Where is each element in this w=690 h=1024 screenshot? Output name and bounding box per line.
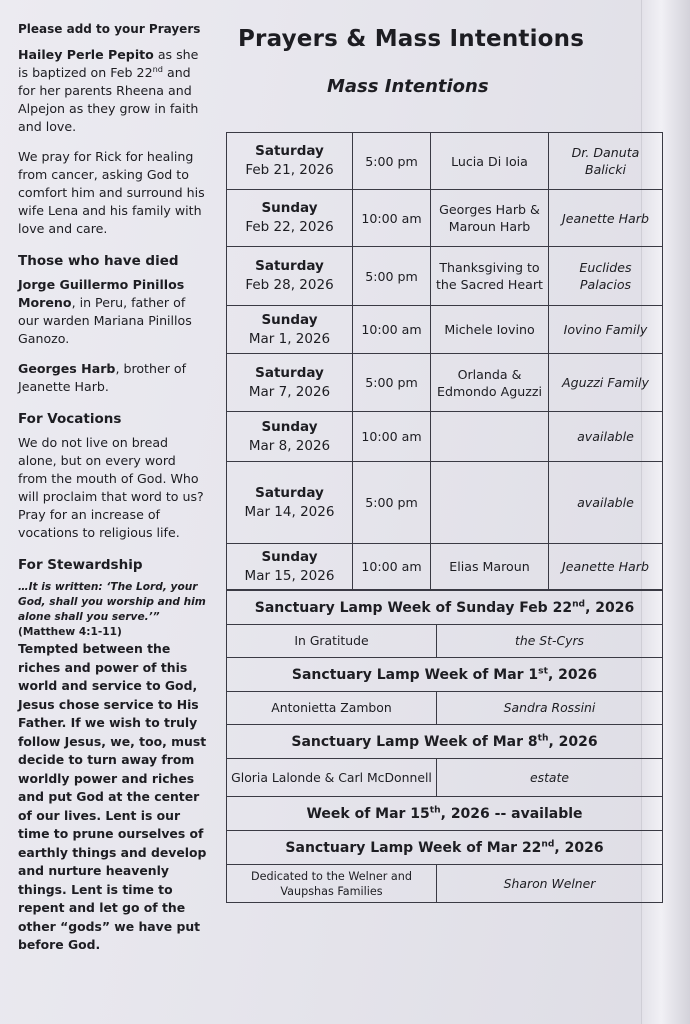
vocations-text: We do not live on bread alone, but on every word from the mouth of God. Who will proclaim that word to us? Pray for an increase of vocations to religious life. — [18, 435, 204, 540]
mass-row — [227, 462, 663, 544]
lamp-header-row — [227, 658, 663, 692]
rick-prayer: We pray for Rick for healing from cancer, asking God to comfort him and surround his wife Lena and his family with love and care. — [18, 149, 205, 236]
lamp-week-year: , 2026 — [585, 599, 635, 616]
mass-day: Saturday — [255, 258, 324, 274]
died-heading: Those who have died — [18, 253, 179, 269]
mass-intention: Lucia Di Ioia — [431, 133, 549, 190]
mass-donor: Jeanette Harb — [549, 190, 663, 247]
mass-intentions-subtitle: Mass Intentions — [327, 76, 489, 97]
mass-time: 5:00 pm — [353, 462, 431, 544]
prayer-column — [18, 20, 208, 955]
mass-date: Feb 21, 2026 — [245, 162, 334, 178]
stewardship-quote: …It is written: ‘The Lord, your God, shall you worship and him alone shall you serve.’” — [18, 581, 206, 623]
lamp-week-text: Sanctuary Lamp Week of Mar 8 — [291, 733, 538, 750]
mass-row — [227, 133, 663, 190]
lamp-detail-row — [227, 865, 663, 903]
mass-donor: available — [549, 462, 663, 544]
mass-day-cell — [227, 354, 353, 412]
lamp-week-header — [227, 797, 663, 831]
mass-row — [227, 412, 663, 462]
mass-intention: Orlanda & Edmondo Aguzzi — [431, 354, 549, 412]
mass-row — [227, 247, 663, 306]
died-text-1: , in Peru, father of our warden Mariana Pinillos Ganozo. — [18, 295, 192, 346]
lamp-week-text: Sanctuary Lamp Week of Mar 1 — [291, 666, 539, 683]
lamp-week-text: Week of Mar 15 — [306, 805, 430, 822]
lamp-week-year: , 2026 -- available — [440, 805, 583, 822]
mass-day-cell — [227, 412, 353, 462]
mass-donor: Iovino Family — [549, 306, 663, 354]
mass-day-cell — [227, 306, 353, 354]
lamp-week-header — [227, 725, 663, 759]
lamp-week-sup: th — [537, 732, 549, 743]
mass-intention — [431, 462, 549, 544]
mass-time: 5:00 pm — [353, 133, 431, 190]
lamp-header-row — [227, 725, 663, 759]
mass-intention — [431, 412, 549, 462]
lamp-intention: Dedicated to the Welner and Vaupshas Families — [227, 865, 437, 903]
lamp-donor: the St-Cyrs — [437, 625, 663, 658]
mass-date: Mar 7, 2026 — [248, 383, 331, 400]
died-name-1: Jorge Guillermo Pinillos Moreno — [18, 277, 185, 310]
mass-day: Sunday — [261, 548, 318, 565]
baptism-text-rest: and for her parents Rheena and Alpejon as they grow in faith and love. — [18, 65, 199, 134]
mass-day-cell — [227, 462, 353, 544]
lamp-week-year: , 2026 — [547, 666, 598, 683]
mass-day: Sunday — [261, 418, 318, 435]
mass-time: 5:00 pm — [353, 354, 431, 412]
lamp-week-sup: st — [538, 665, 548, 676]
lamp-week-text: Sanctuary Lamp Week of Sunday Feb 22 — [254, 599, 573, 616]
mass-day: Sunday — [261, 311, 318, 328]
mass-intentions-table — [226, 132, 663, 590]
died-item-2 — [18, 360, 208, 396]
lamp-detail-row — [227, 692, 663, 725]
lamp-detail-row — [227, 759, 663, 797]
lamp-week-sup: nd — [572, 598, 586, 609]
mass-day-cell — [227, 190, 353, 247]
lamp-week-header — [227, 591, 663, 625]
mass-row — [227, 354, 663, 412]
lamp-donor: Sharon Welner — [437, 865, 663, 903]
mass-date: Mar 14, 2026 — [244, 503, 335, 520]
stewardship-text: Tempted between the riches and power of this world and service to God, Jesus chose service to His Father. If we wish to truly follow Jesus, we, too, must decide to turn away from worldly power and riches and put God at the center of our lives. Lent is our time to prune ourselves of earthly things and develop and nurture heavenly things. Lent is time to repent and let go of the other “gods” we have put before God. — [18, 641, 207, 952]
stewardship-heading: For Stewardship — [18, 557, 143, 573]
mass-date: Mar 1, 2026 — [248, 330, 331, 347]
mass-day: Saturday — [255, 484, 324, 501]
lamp-week-sup: th — [429, 804, 441, 815]
mass-time: 10:00 am — [353, 190, 431, 247]
mass-donor: Euclides Palacios — [549, 247, 663, 306]
baptism-name: Hailey Perle Pepito — [18, 47, 154, 62]
died-item-1 — [18, 276, 208, 348]
lamp-header-row — [227, 591, 663, 625]
mass-date: Feb 22, 2026 — [245, 219, 334, 235]
mass-day: Saturday — [255, 143, 324, 159]
lamp-header-row — [227, 797, 663, 831]
lamp-week-year: , 2026 — [554, 839, 604, 856]
died-name-2: Georges Harb — [18, 361, 116, 376]
mass-date: Feb 28, 2026 — [245, 277, 334, 293]
lamp-week-header — [227, 831, 663, 865]
vocations-heading: For Vocations — [18, 411, 122, 427]
baptism-text: as she is baptized on Feb 22 — [18, 47, 199, 80]
lamp-donor: estate — [437, 759, 663, 797]
mass-day-cell — [227, 544, 353, 590]
mass-donor: available — [549, 412, 663, 462]
lamp-header-row — [227, 831, 663, 865]
mass-time: 10:00 am — [353, 306, 431, 354]
lamp-week-text: Sanctuary Lamp Week of Mar 22 — [285, 839, 542, 856]
mass-intention: Georges Harb & Maroun Harb — [431, 190, 549, 247]
lamp-intention: In Gratitude — [227, 625, 437, 658]
mass-intention: Michele Iovino — [431, 306, 549, 354]
baptism-prayer — [18, 46, 208, 136]
lamp-intention: Antonietta Zambon — [227, 692, 437, 725]
mass-day-cell — [227, 247, 353, 306]
baptism-sup: nd — [152, 63, 163, 74]
lamp-week-sup: nd — [541, 838, 555, 849]
mass-day: Sunday — [261, 200, 318, 216]
mass-day-cell — [227, 133, 353, 190]
mass-intention: Thanksgiving to the Sacred Heart — [431, 247, 549, 306]
lamp-intention: Gloria Lalonde & Carl McDonnell — [227, 759, 437, 797]
stewardship-ref: (Matthew 4:1-11) — [18, 626, 122, 638]
lamp-week-header — [227, 658, 663, 692]
page-title: Prayers & Mass Intentions — [238, 26, 585, 52]
lamp-week-year: , 2026 — [548, 733, 598, 750]
mass-donor: Dr. Danuta Balicki — [549, 133, 663, 190]
mass-intention: Elias Maroun — [431, 544, 549, 590]
mass-day: Saturday — [255, 364, 324, 381]
mass-time: 10:00 am — [353, 412, 431, 462]
sanctuary-lamp-table — [226, 590, 663, 903]
mass-date: Mar 15, 2026 — [244, 567, 335, 584]
prayers-heading: Please add to your Prayers — [18, 22, 201, 36]
mass-date: Mar 8, 2026 — [248, 437, 331, 454]
mass-row — [227, 306, 663, 354]
mass-row — [227, 544, 663, 590]
lamp-detail-row — [227, 625, 663, 658]
mass-time: 5:00 pm — [353, 247, 431, 306]
died-text-2: , brother of Jeanette Harb. — [18, 361, 187, 394]
lamp-donor: Sandra Rossini — [437, 692, 663, 725]
mass-donor: Aguzzi Family — [549, 354, 663, 412]
mass-row — [227, 190, 663, 247]
mass-donor: Jeanette Harb — [549, 544, 663, 590]
mass-time: 10:00 am — [353, 544, 431, 590]
